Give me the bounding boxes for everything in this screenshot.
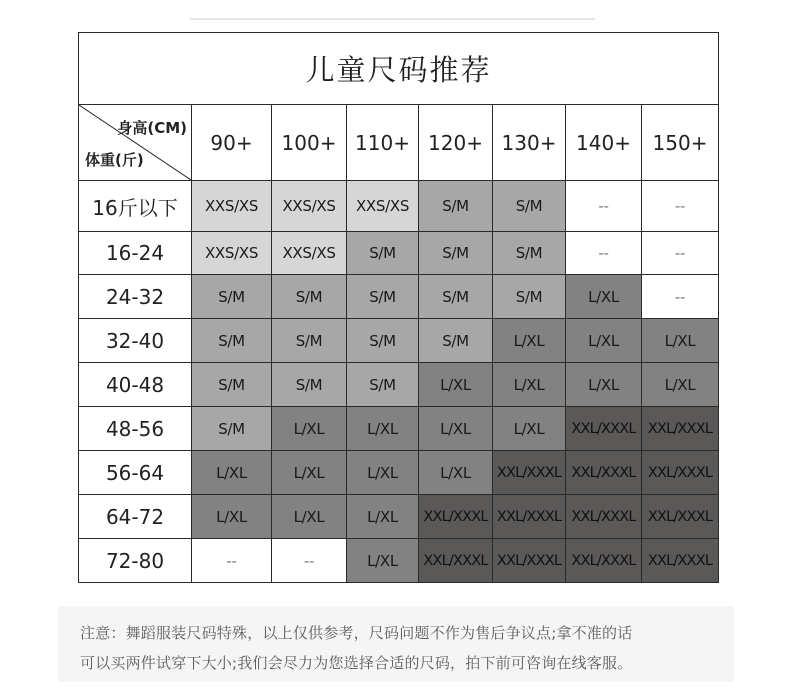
weight-axis-label: 体重(斤) bbox=[85, 151, 144, 169]
size-cell: L/XL bbox=[419, 451, 493, 495]
size-cell: L/XL bbox=[192, 451, 272, 495]
height-header: 110+ bbox=[347, 105, 419, 181]
size-cell: -- bbox=[192, 539, 272, 583]
size-cell: L/XL bbox=[347, 451, 419, 495]
size-cell: S/M bbox=[192, 407, 272, 451]
size-cell: -- bbox=[642, 181, 719, 232]
weight-row-header: 48-56 bbox=[79, 407, 192, 451]
size-cell: XXL/XXXL bbox=[419, 495, 493, 539]
size-cell: S/M bbox=[272, 319, 347, 363]
height-axis-label: 身高(CM) bbox=[117, 119, 187, 137]
size-cell: -- bbox=[642, 275, 719, 319]
table-row bbox=[79, 495, 719, 539]
size-cell: L/XL bbox=[419, 363, 493, 407]
weight-row-header: 40-48 bbox=[79, 363, 192, 407]
size-chart-body bbox=[79, 181, 719, 583]
size-cell: XXL/XXXL bbox=[642, 451, 719, 495]
weight-row-header: 16-24 bbox=[79, 232, 192, 275]
size-cell: XXL/XXXL bbox=[566, 495, 642, 539]
size-cell: S/M bbox=[192, 319, 272, 363]
notice-line-1: 注意：舞蹈服装尺码特殊，以上仅供参考，尺码问题不作为售后争议点;拿不准的话 bbox=[80, 624, 633, 642]
size-cell: XXL/XXXL bbox=[419, 539, 493, 583]
size-cell: S/M bbox=[419, 181, 493, 232]
size-cell: XXL/XXXL bbox=[642, 539, 719, 583]
table-row bbox=[79, 232, 719, 275]
size-cell: L/XL bbox=[347, 495, 419, 539]
size-cell: S/M bbox=[192, 275, 272, 319]
size-cell: XXL/XXXL bbox=[493, 451, 566, 495]
size-cell: XXS/XS bbox=[192, 181, 272, 232]
size-cell: XXL/XXXL bbox=[642, 407, 719, 451]
table-row bbox=[79, 319, 719, 363]
table-row bbox=[79, 539, 719, 583]
table-row bbox=[79, 275, 719, 319]
size-cell: L/XL bbox=[192, 495, 272, 539]
size-cell: L/XL bbox=[493, 363, 566, 407]
table-row bbox=[79, 407, 719, 451]
height-header-row bbox=[79, 105, 719, 181]
table-row bbox=[79, 451, 719, 495]
size-cell: XXS/XS bbox=[192, 232, 272, 275]
size-cell: L/XL bbox=[642, 319, 719, 363]
size-cell: XXL/XXXL bbox=[642, 495, 719, 539]
size-cell: S/M bbox=[347, 275, 419, 319]
size-cell: L/XL bbox=[419, 407, 493, 451]
size-cell: L/XL bbox=[566, 319, 642, 363]
weight-row-header: 64-72 bbox=[79, 495, 192, 539]
notice-line-2: 可以买两件试穿下大小;我们会尽力为您选择合适的尺码，拍下前可咨询在线客服。 bbox=[80, 654, 633, 672]
height-header: 140+ bbox=[566, 105, 642, 181]
size-cell: S/M bbox=[272, 363, 347, 407]
size-cell: S/M bbox=[347, 232, 419, 275]
size-cell: XXL/XXXL bbox=[493, 539, 566, 583]
size-cell: L/XL bbox=[566, 363, 642, 407]
title-row bbox=[79, 33, 719, 105]
size-chart-table bbox=[78, 32, 719, 583]
size-cell: XXL/XXXL bbox=[566, 539, 642, 583]
size-cell: L/XL bbox=[347, 539, 419, 583]
size-cell: L/XL bbox=[272, 407, 347, 451]
weight-row-header: 72-80 bbox=[79, 539, 192, 583]
size-cell: S/M bbox=[192, 363, 272, 407]
table-row bbox=[79, 363, 719, 407]
table-row bbox=[79, 181, 719, 232]
size-cell: -- bbox=[566, 181, 642, 232]
size-cell: S/M bbox=[419, 232, 493, 275]
notice-box bbox=[58, 606, 734, 682]
size-cell: XXS/XS bbox=[347, 181, 419, 232]
size-cell: S/M bbox=[272, 275, 347, 319]
size-cell: L/XL bbox=[642, 363, 719, 407]
size-cell: -- bbox=[642, 232, 719, 275]
height-header: 150+ bbox=[642, 105, 719, 181]
top-divider bbox=[190, 18, 595, 20]
corner-cell bbox=[79, 105, 192, 181]
weight-row-header: 32-40 bbox=[79, 319, 192, 363]
size-cell: L/XL bbox=[566, 275, 642, 319]
weight-row-header: 24-32 bbox=[79, 275, 192, 319]
height-header: 90+ bbox=[192, 105, 272, 181]
size-cell: XXL/XXXL bbox=[566, 407, 642, 451]
size-cell: XXL/XXXL bbox=[493, 495, 566, 539]
chart-title: 儿童尺码推荐 bbox=[79, 33, 719, 105]
size-cell: XXS/XS bbox=[272, 232, 347, 275]
size-cell: L/XL bbox=[347, 407, 419, 451]
size-cell: S/M bbox=[493, 275, 566, 319]
height-header: 100+ bbox=[272, 105, 347, 181]
size-cell: S/M bbox=[493, 232, 566, 275]
weight-row-header: 56-64 bbox=[79, 451, 192, 495]
size-cell: L/XL bbox=[493, 407, 566, 451]
size-cell: S/M bbox=[419, 319, 493, 363]
size-cell: L/XL bbox=[272, 451, 347, 495]
size-cell: L/XL bbox=[493, 319, 566, 363]
size-cell: S/M bbox=[347, 319, 419, 363]
size-cell: -- bbox=[566, 232, 642, 275]
size-cell: -- bbox=[272, 539, 347, 583]
height-header: 130+ bbox=[493, 105, 566, 181]
size-cell: S/M bbox=[347, 363, 419, 407]
weight-row-header: 16斤以下 bbox=[79, 181, 192, 232]
size-cell: XXS/XS bbox=[272, 181, 347, 232]
size-cell: XXL/XXXL bbox=[566, 451, 642, 495]
size-cell: S/M bbox=[493, 181, 566, 232]
size-cell: S/M bbox=[419, 275, 493, 319]
size-cell: L/XL bbox=[272, 495, 347, 539]
height-header: 120+ bbox=[419, 105, 493, 181]
